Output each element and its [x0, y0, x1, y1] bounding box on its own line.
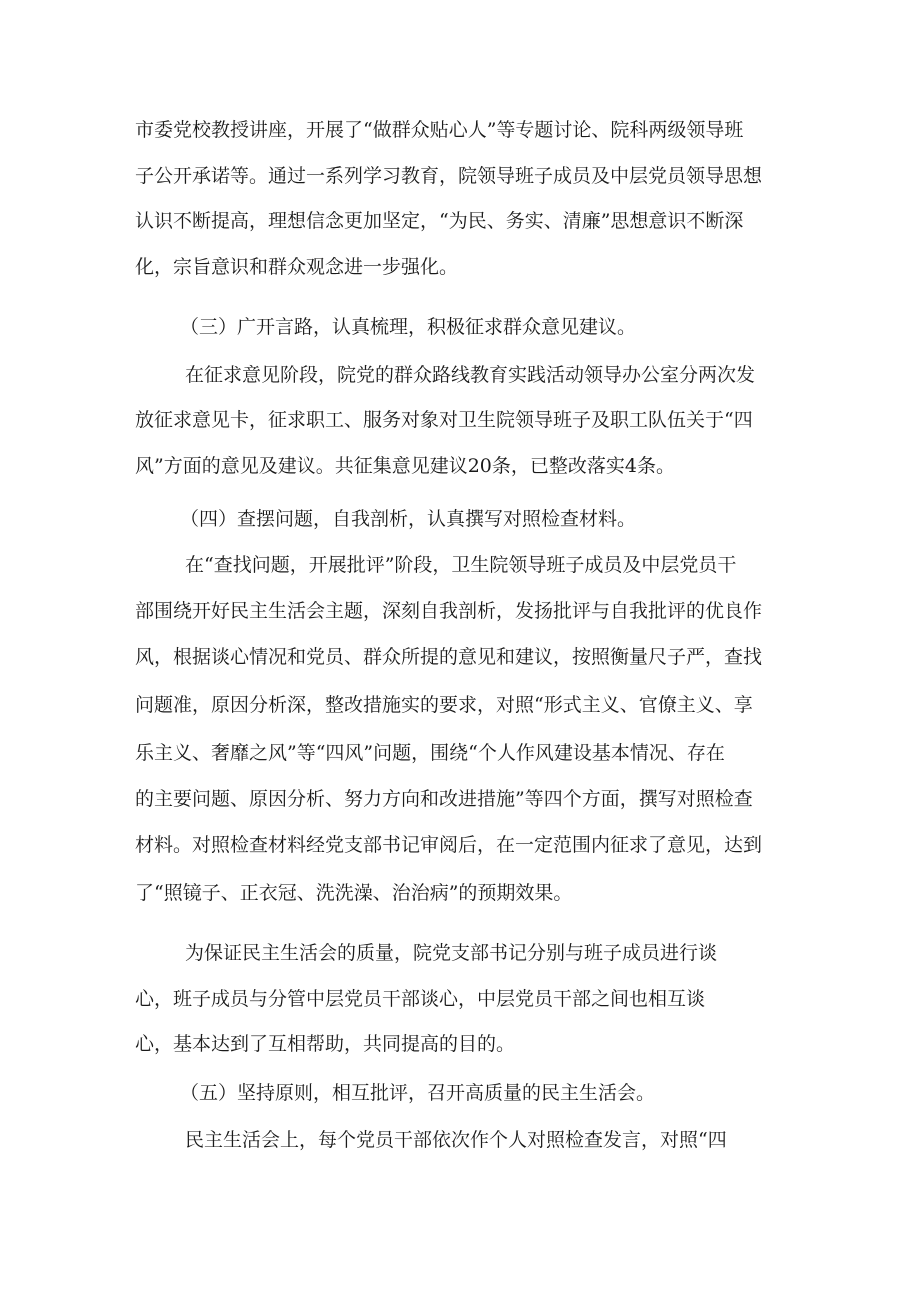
text-line-11: 部围绕开好民主生活会主题，深刻自我剖析，发扬批评与自我批评的优良作	[135, 600, 763, 622]
text-line-10: 在“查找问题，开展批评”阶段，卫生院领导班子成员及中层党员干	[185, 554, 737, 576]
text-line-13: 问题准，原因分析深，整改措施实的要求，对照“形式主义、官僚主义、享	[135, 694, 753, 716]
text-line-15: 的主要问题、原因分析、努力方向和改进措施”等四个方面，撰写对照检查	[135, 788, 753, 810]
text-line-14: 乐主义、奢靡之风”等“四风”问题，围绕“个人作风建设基本情况、存在	[135, 742, 725, 764]
text-line-17: 了“照镜子、正衣冠、洗洗澡、治治病”的预期效果。	[135, 882, 573, 904]
text-line-22: 民主生活会上，每个党员干部依次作个人对照检查发言，对照“四	[185, 1129, 727, 1151]
section-heading-4: （四）查摆问题，自我剖析，认真撰写对照检查材料。	[180, 508, 637, 530]
text-line-4: 化，宗旨意识和群众观念进一步强化。	[135, 256, 459, 278]
text-line-8: 风”方面的意见及建议。共征集意见建议20条，已整改落实4条。	[135, 455, 675, 477]
text-line-19: 心，班子成员与分管中层党员干部谈心，中层党员干部之间也相互谈	[135, 988, 706, 1010]
text-line-16: 材料。对照检查材料经党支部书记审阅后，在一定范围内征求了意见，达到	[135, 834, 763, 856]
text-line-20: 心，基本达到了互相帮助，共同提高的目的。	[135, 1033, 516, 1055]
section-heading-5: （五）坚持原则，相互批评，召开高质量的民主生活会。	[180, 1082, 656, 1104]
text-line-2: 子公开承诺等。通过一系列学习教育，院领导班子成员及中层党员领导思想	[135, 165, 763, 187]
text-line-3: 认识不断提高，理想信念更加坚定，“为民、务实、清廉”思想意识不断深	[135, 210, 744, 232]
text-line-18: 为保证民主生活会的质量，院党支部书记分别与班子成员进行谈	[185, 942, 718, 964]
text-line-6: 在征求意见阶段，院党的群众路线教育实践活动领导办公室分两次发	[185, 364, 756, 386]
section-heading-3: （三）广开言路，认真梳理，积极征求群众意见建议。	[180, 316, 637, 338]
text-line-7: 放征求意见卡，征求职工、服务对象对卫生院领导班子及职工队伍关于“四	[135, 409, 753, 431]
text-line-1: 市委党校教授讲座，开展了“做群众贴心人”等专题讨论、院科两级领导班	[135, 119, 744, 141]
text-line-12: 风，根据谈心情况和党员、群众所提的意见和建议，按照衡量尺子严，查找	[135, 646, 763, 668]
